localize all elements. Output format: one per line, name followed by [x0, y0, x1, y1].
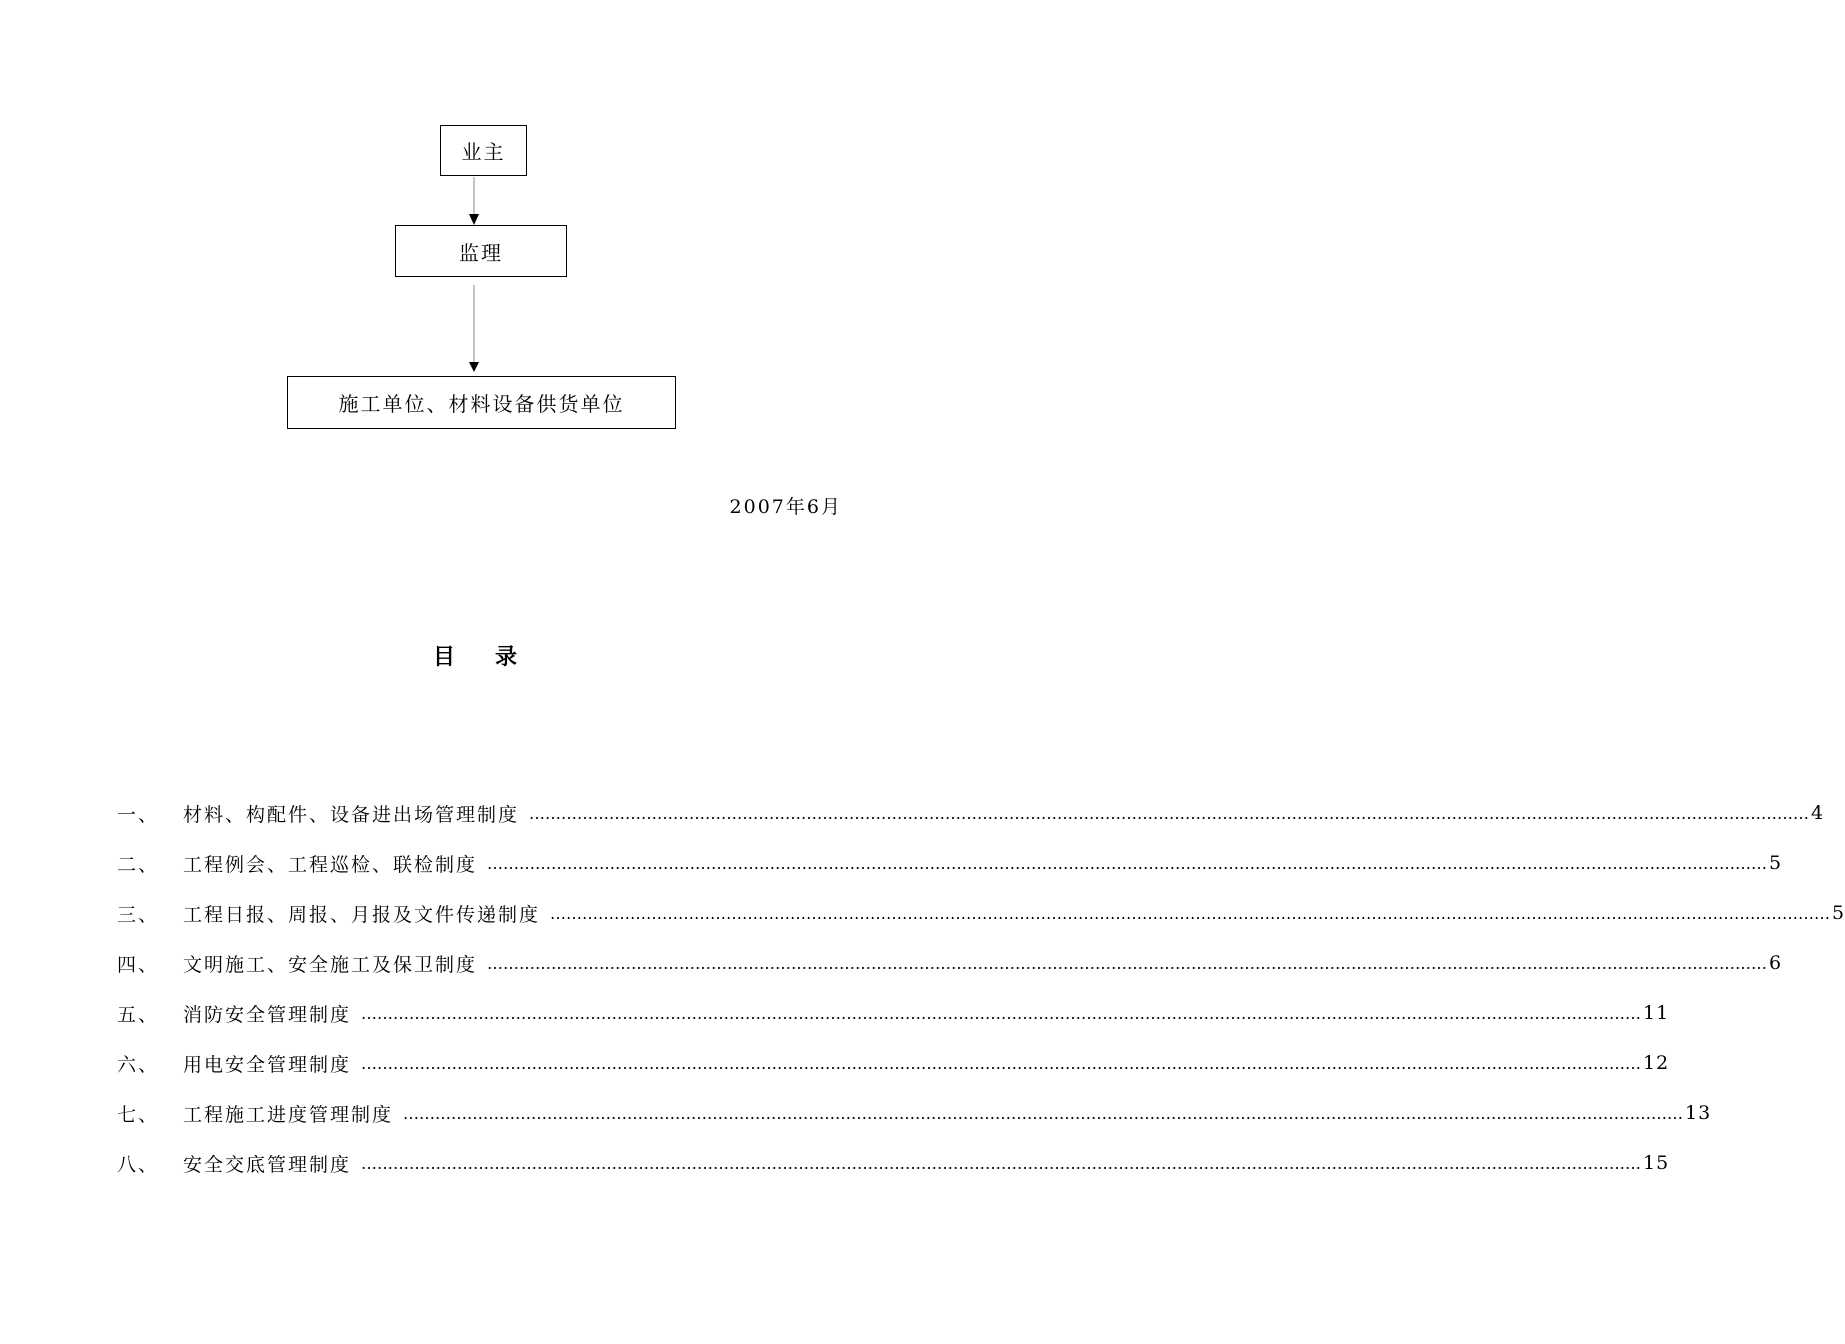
toc-item-page: 12 [1643, 1052, 1670, 1074]
toc-item[interactable] [117, 838, 1783, 888]
toc-item-title: 用电安全管理制度 [183, 1053, 352, 1076]
arrowhead-owner-to-supervision [469, 214, 479, 225]
toc-item[interactable] [117, 888, 1845, 938]
toc-item-page: 5 [1832, 902, 1845, 924]
toc-title: 目录 [432, 644, 557, 670]
table-of-contents [117, 788, 1845, 1188]
toc-item-number: 五、 [117, 1003, 160, 1026]
toc-item-number: 六、 [117, 1053, 160, 1076]
toc-item[interactable] [117, 938, 1783, 988]
toc-item[interactable] [117, 788, 1825, 838]
toc-leader-dots: …………………………………………………………………………………………………………………………………………………………………………………………………………………… [487, 953, 1768, 973]
org-box-contractor: 施工单位、材料设备供货单位 [287, 376, 676, 429]
toc-item-number: 八、 [117, 1153, 160, 1176]
toc-item-page: 11 [1643, 1002, 1670, 1024]
toc-item-title: 安全交底管理制度 [183, 1153, 352, 1176]
toc-leader-dots: …………………………………………………………………………………………………………………………………………………………………………………………………………………… [487, 853, 1768, 873]
toc-item-number: 七、 [117, 1103, 160, 1126]
toc-item-page: 6 [1769, 952, 1783, 974]
toc-item-page: 5 [1769, 852, 1783, 874]
toc-item-title: 工程施工进度管理制度 [183, 1103, 394, 1126]
toc-leader-dots: …………………………………………………………………………………………………………………………………………………………………………………………………………………… [361, 1153, 1642, 1173]
toc-item[interactable] [117, 1038, 1670, 1088]
toc-leader-dots: …………………………………………………………………………………………………………………………………………………………………………………………………………………… [361, 1053, 1642, 1073]
document-date: 2007年6月 [729, 496, 842, 518]
toc-item-page: 4 [1811, 802, 1825, 824]
toc-leader-dots: …………………………………………………………………………………………………………………………………………………………………………………………………………………… [403, 1103, 1684, 1123]
toc-item-title: 文明施工、安全施工及保卫制度 [183, 953, 478, 976]
toc-item[interactable] [117, 988, 1670, 1038]
toc-item-number: 三、 [117, 903, 160, 926]
toc-item-page: 13 [1685, 1102, 1712, 1124]
toc-item-number: 二、 [117, 853, 160, 876]
toc-item-number: 一、 [117, 803, 160, 826]
toc-item-page: 15 [1643, 1152, 1670, 1174]
toc-item-title: 消防安全管理制度 [183, 1003, 352, 1026]
toc-leader-dots: …………………………………………………………………………………………………………………………………………………………………………………………………………………… [550, 903, 1831, 923]
toc-item-title: 材料、构配件、设备进出场管理制度 [183, 803, 520, 826]
toc-leader-dots: …………………………………………………………………………………………………………………………………………………………………………………………………………………… [529, 803, 1810, 823]
org-box-owner: 业主 [440, 125, 527, 176]
arrowhead-supervision-to-contractor [469, 362, 479, 372]
toc-item-title: 工程例会、工程巡检、联检制度 [183, 853, 478, 876]
toc-leader-dots: …………………………………………………………………………………………………………………………………………………………………………………………………………………… [361, 1003, 1642, 1023]
toc-item[interactable] [117, 1088, 1712, 1138]
toc-item[interactable] [117, 1138, 1670, 1188]
toc-item-number: 四、 [117, 953, 160, 976]
toc-item-title: 工程日报、周报、月报及文件传递制度 [183, 903, 541, 926]
org-box-supervision: 监理 [395, 225, 567, 277]
